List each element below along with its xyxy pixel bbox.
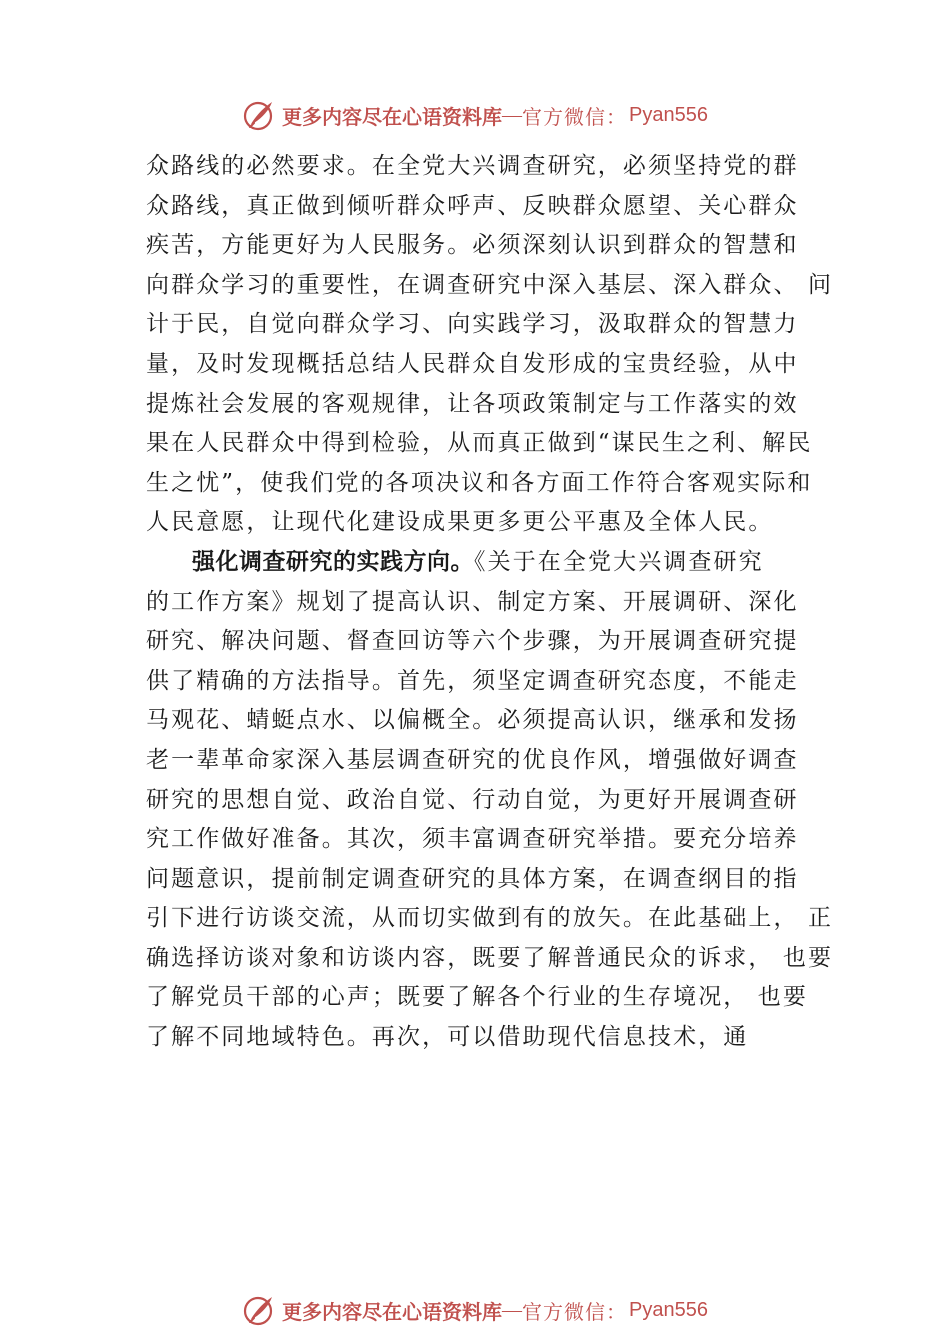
text-line: 计于民，自觉向群众学习、向实践学习，汲取群众的智慧力 — [146, 311, 799, 338]
text-line: 了解不同地域特色。再次，可以借助现代信息技术，通 — [146, 1024, 749, 1051]
text-line: 供了精确的方法指导。首先，须坚定调查研究态度，不能走 — [146, 667, 799, 694]
paragraph-first-line — [146, 543, 806, 583]
text-line: 提炼社会发展的客观规律，让各项政策制定与工作落实的效 — [146, 390, 799, 417]
section-heading: 强化调查研究的实践方向。 — [192, 548, 474, 575]
text-line: 向群众学习的重要性，在调查研究中深入基层、深入群众、 问 — [146, 271, 834, 298]
text-line: 问题意识，提前制定调查研究的具体方案，在调查纲目的指 — [146, 865, 799, 892]
text-line: 马观花、蜻蜓点水、以偏概全。必须提高认识，继承和发扬 — [146, 707, 799, 734]
watermark-label: 官方微信： — [522, 1299, 628, 1324]
text-line: 引下进行访谈交流，从而切实做到有的放矢。在此基础上， 正 — [146, 905, 834, 932]
watermark-account: Pyan556 — [629, 103, 708, 126]
watermark-brand: 更多内容尽在心语资料库 — [282, 104, 503, 129]
text-line: 果在人民群众中得到检验，从而真正做到“谋民生之利、解民 — [146, 430, 813, 457]
text-line: 了解党员干部的心声；既要了解各个行业的生存境况， 也要 — [146, 984, 809, 1011]
text-line: 确选择访谈对象和访谈内容，既要了解普通民众的诉求， 也要 — [146, 944, 834, 971]
text-line: 众路线的必然要求。在全党大兴调查研究，必须坚持党的群 — [146, 153, 799, 179]
text-run: 《关于在全党大兴调查研究 — [474, 548, 764, 575]
text-line: 究工作做好准备。其次，须丰富调查研究举措。要充分培养 — [146, 826, 799, 853]
quill-pen-logo-icon — [242, 98, 276, 132]
text-line: 老一辈革命家深入基层调查研究的优良作风，增强做好调查 — [146, 746, 799, 773]
text-line: 众路线，真正做到倾听群众呼声、反映群众愿望、关心群众 — [146, 192, 799, 219]
watermark-account: Pyan556 — [629, 1298, 708, 1321]
text-line: 疾苦，方能更好为人民服务。必须深刻认识到群众的智慧和 — [146, 232, 799, 259]
text-line: 研究、解决问题、督查回访等六个步骤，为开展调查研究提 — [146, 628, 799, 655]
watermark-separator: — — [502, 1298, 523, 1321]
text-line: 研究的思想自觉、政治自觉、行动自觉，为更好开展调查研 — [146, 786, 799, 813]
header-watermark — [0, 95, 950, 135]
watermark-brand: 更多内容尽在心语资料库 — [282, 1299, 503, 1324]
footer-watermark — [0, 1290, 950, 1330]
text-line: 量，及时发现概括总结人民群众自发形成的宝贵经验，从中 — [146, 350, 799, 377]
watermark-separator: — — [502, 103, 523, 126]
watermark-label: 官方微信： — [522, 104, 628, 129]
document-body — [146, 147, 834, 1058]
quill-pen-logo-icon — [242, 1293, 276, 1327]
text-line: 人民意愿，让现代化建设成果更多更公平惠及全体人民。 — [146, 509, 774, 536]
text-line: 生之忧”，使我们党的各项决议和各方面工作符合客观实际和 — [146, 469, 813, 496]
text-line: 的工作方案》规划了提高认识、制定方案、开展调研、深化 — [146, 588, 799, 615]
